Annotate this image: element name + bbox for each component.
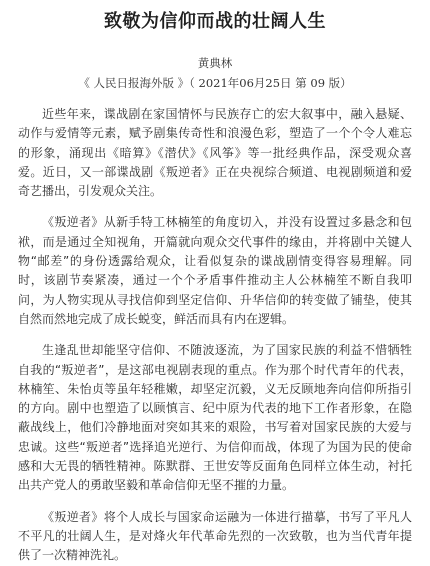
article-paragraph: 近些年来，谍战剧在家国情怀与民族存亡的宏大叙事中，融入悬疑、动作与爱情等元素，赋予剧集传奇性和浪漫色彩，塑造了一个个令人难忘的形象，涌现出《暗算》《潜伏》《风筝》等一批经典作品，深受观众喜爱。近日，又一部谍战剧《叛逆者》正在央视综合频道、电视剧频道和爱奇艺播出，引发观众关注。 <box>18 107 412 199</box>
article-author: 黄典林 <box>197 56 233 70</box>
article-paragraph: 《叛逆者》从新手特工林楠笙的角度切入，并没有设置过多悬念和包袱，而是通过全知视角，开篇就向观众交代事件的缘由，并将剧中关键人物“邮差”的身份透露给观众，让看似复杂的谍战剧情变得容易理解。同时，该剧节奏紧凑，通过一个个矛盾事件推动主人公林楠笙不断自我叩问，为人物实现从寻找信仰到坚定信仰、升华信仰的转变做了铺垫，使其自然而然地完成了成长蜕变，鲜活而具有内在逻辑。 <box>18 215 412 326</box>
article-body <box>18 105 412 566</box>
article-paragraph: 《叛逆者》将个人成长与国家命运融为一体进行描摹，书写了平凡人不平凡的壮阔人生，是对烽火年代革命先烈的一次致敬，也为当代青年提供了一次精神洗礼。 <box>18 509 412 563</box>
article-title: 致敬为信仰而战的壮阔人生 <box>104 11 326 32</box>
article-source: 《 人民日报海外版 》（ 2021年06月25日 第 09 版） <box>78 76 352 90</box>
article-paragraph: 生逢乱世却能坚守信仰、不随波逐流，为了国家民族的利益不惜牺牲自我的“叛逆者”，是这部电视剧表现的重点。作为那个时代青年的代表，林楠笙、朱怡贞等虽年轻稚嫩，却坚定沉毅，义无反顾地奔向信仰所指引的方向。剧中也塑造了以顾慎言、纪中原为代表的地下工作者形象，在隐蔽战线上，他们冷静地面对突如其来的艰险，书写着对国家民族的大爱与忠诚。这些“叛逆者”选择追光逆行、为信仰而战，体现了为国为民的使命感和大无畏的牺牲精神。陈默群、王世安等反面角色同样立体生动，衬托出共产党人的勇敢坚毅和革命信仰无坚不摧的力量。 <box>18 343 412 493</box>
